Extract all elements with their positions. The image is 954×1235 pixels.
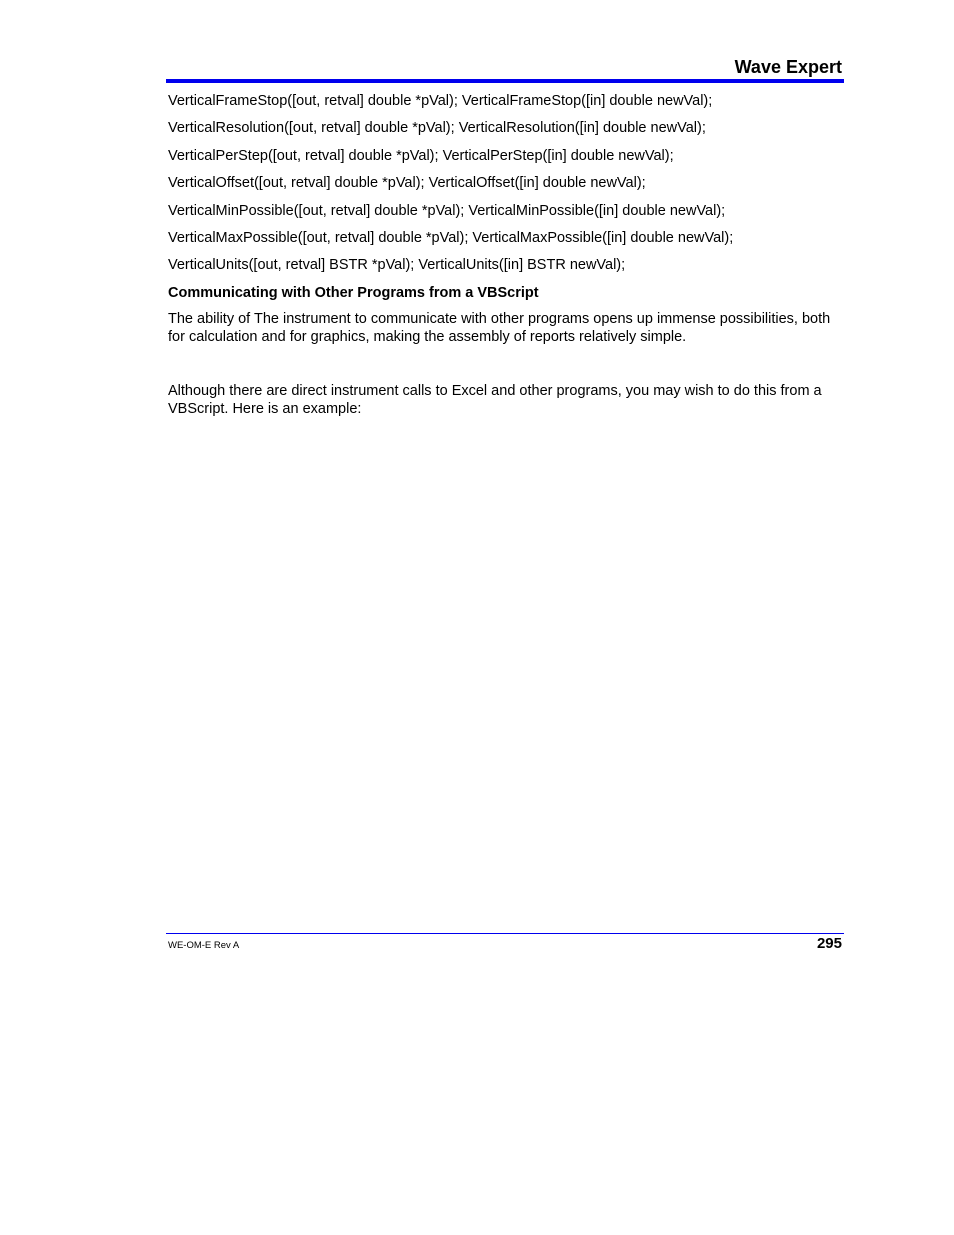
signature-line: VerticalFrameStop([out, retval] double *pVal); VerticalFrameStop([in] double newVal); — [168, 93, 713, 109]
signature-line: VerticalMinPossible([out, retval] double *pVal); VerticalMinPossible([in] double newVal); — [168, 202, 726, 219]
page-content — [168, 91, 844, 418]
footer-rule — [166, 933, 844, 934]
signature-line: VerticalUnits([out, retval] BSTR *pVal); VerticalUnits([in] BSTR newVal); — [168, 257, 626, 274]
body-paragraph: Although there are direct instrument calls to Excel and other programs, you may wish to do this from a VBScript. Here is an example: — [168, 382, 822, 417]
signature-line: VerticalMaxPossible([out, retval] double *pVal); VerticalMaxPossible([in] double newVal); — [168, 229, 734, 246]
signature-line: VerticalOffset([out, retval] double *pVal); VerticalOffset([in] double newVal); — [168, 175, 646, 192]
signature-line: VerticalPerStep([out, retval] double *pVal); VerticalPerStep([in] double newVal); — [168, 147, 674, 164]
page-number: 295 — [816, 935, 842, 952]
header-rule — [166, 79, 844, 83]
section-heading: Communicating with Other Programs from a VBScript — [168, 284, 539, 301]
document-id: WE-OM-E Rev A — [168, 940, 240, 951]
header-title: Wave Expert — [734, 57, 842, 77]
body-paragraph: The ability of The instrument to communicate with other programs opens up immense possibilities, both for calculation and for graphics, making the assembly of reports relatively simple. — [168, 310, 831, 345]
signature-line: VerticalResolution([out, retval] double *pVal); VerticalResolution([in] double newVal); — [168, 120, 706, 137]
